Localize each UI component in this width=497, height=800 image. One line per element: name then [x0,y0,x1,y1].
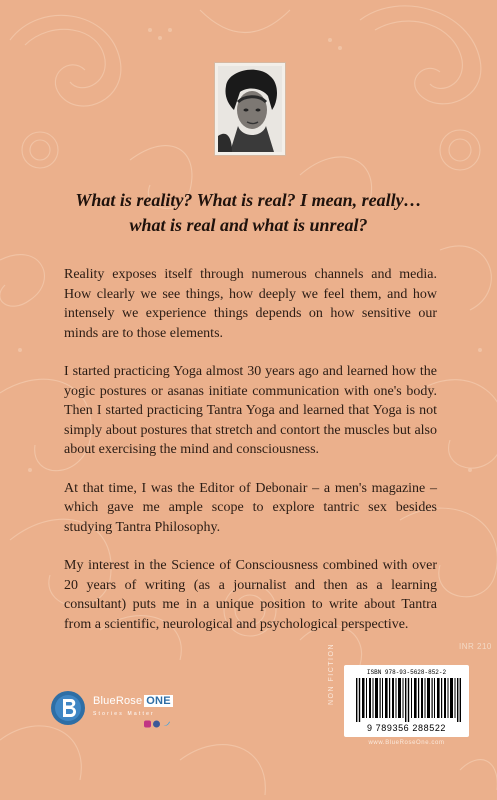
facebook-icon [153,721,160,728]
bluerose-logo-icon [50,690,86,726]
tagline-line-2: what is real and what is unreal? [129,215,368,235]
isbn-barcode [344,665,469,737]
publisher-tagline: Stories Matter [93,711,155,717]
barcode-bars [356,678,461,722]
publisher-name [93,695,173,707]
twitter-icon [163,722,170,726]
blurb-paragraph-1: Reality exposes itself through numerous channels and media. How clearly we see things, how deeply we feel them, and how intensely we experience things depends on how sensitive our minds are to those elements. [64,267,437,341]
author-photo [215,63,285,155]
author-portrait-image [218,66,282,152]
genre-label: NON FICTION [328,643,335,705]
instagram-icon [144,721,151,728]
publisher-name-part-1: BlueRose [93,695,143,707]
blurb-paragraph-4: My interest in the Science of Consciousness combined with over 20 years of writing (as a journalist and then as a learning consultant) puts me in a unique position to write about Tantra from a scientific, neurological and psychological perspective. [64,558,437,632]
tagline-line-1: What is reality? What is real? I mean, really… [75,190,422,210]
isbn-text: ISBN 978-93-5628-852-2 [366,669,447,676]
blurb-text [64,265,437,653]
publisher-logo [50,690,170,730]
social-media-icons [144,720,174,728]
publisher-name-part-2: ONE [146,695,171,707]
tagline-quote [0,188,497,238]
blurb-paragraph-3: At that time, I was the Editor of Debonair – a men's magazine – which gave me ample scope to explore tantric sex besides studying Tantra Philosophy. [64,480,437,535]
barcode-number: 9 789356 288522 [366,723,447,733]
blurb-paragraph-2: I started practicing Yoga almost 30 years ago and learned how the yogic postures or asanas initiate communication with one's body. Then I started practicing Tantra Yoga and learned that Yoga is not simply about postures that stretch and contort the muscles but also about exercising the mind and consciousness. [64,364,437,457]
publisher-website: www.BlueRoseOne.com [368,740,445,746]
price-label: INR 210 [459,642,492,651]
